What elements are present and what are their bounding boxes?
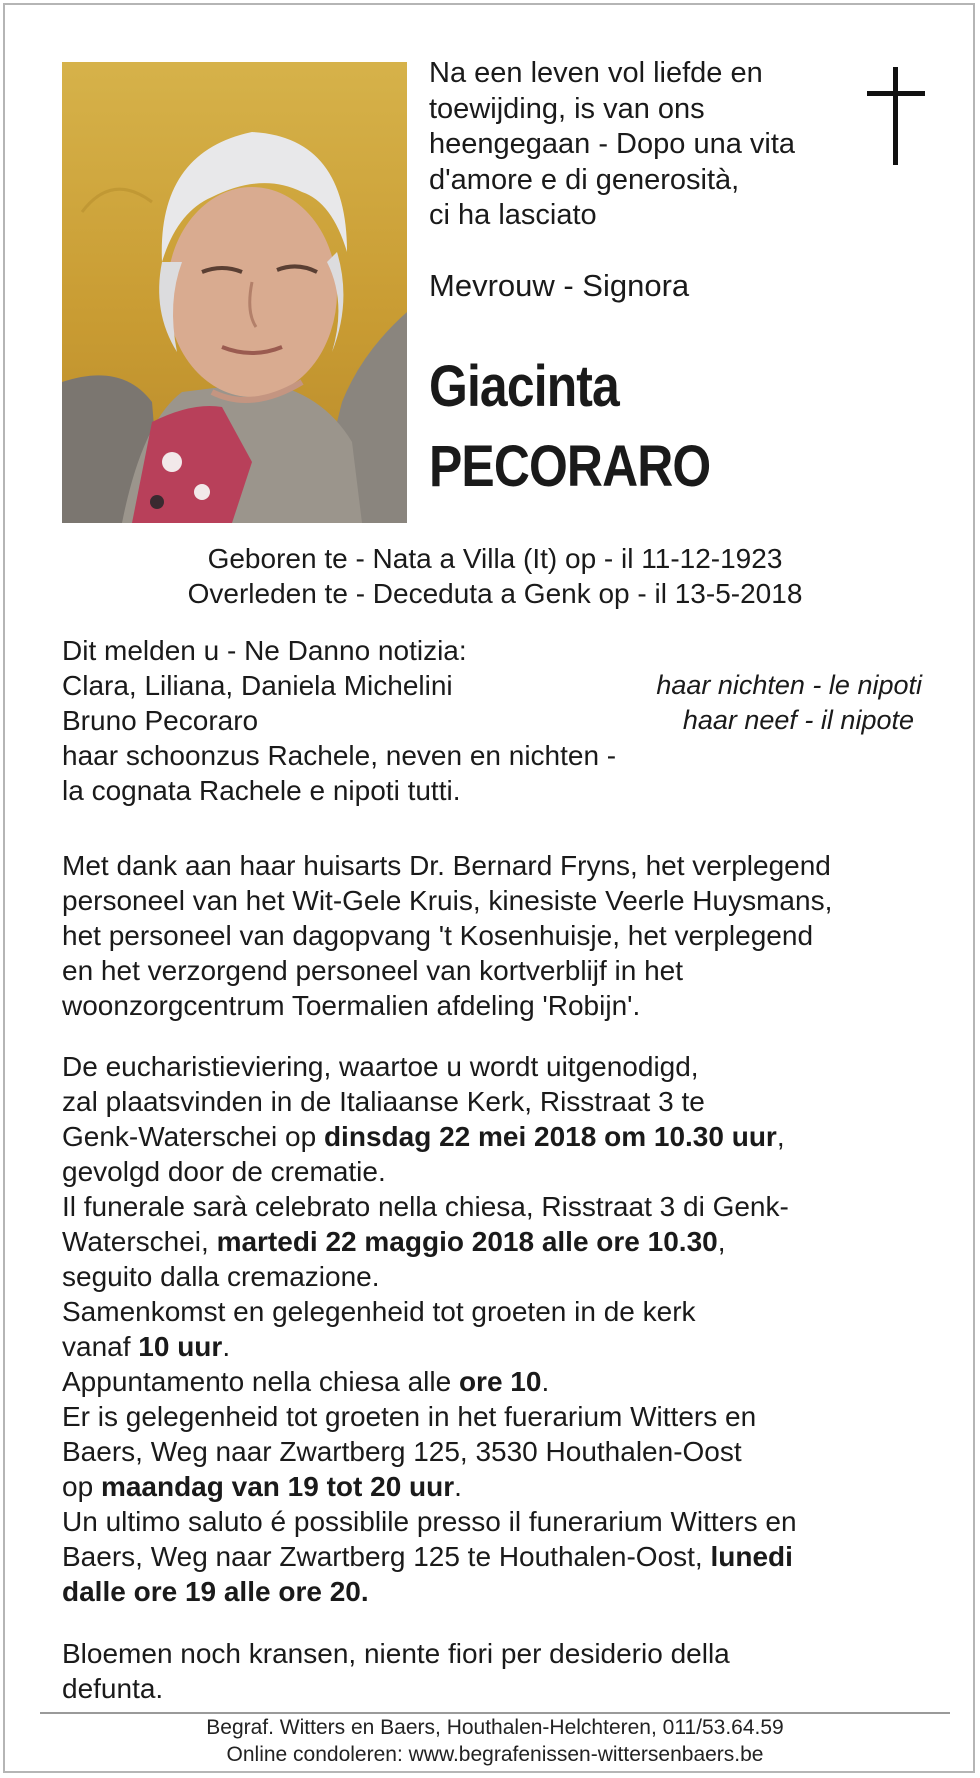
footer (5, 1714, 980, 1768)
service-line: seguito dalla cremazione. (62, 1261, 380, 1292)
service-line: Genk-Waterschei op dinsdag 22 mei 2018 om 10.30 uur, (62, 1121, 785, 1152)
service-line: Baers, Weg naar Zwartberg 125 te Houthalen-Oost, lunedi (62, 1541, 793, 1572)
service-paragraph (62, 1049, 942, 1609)
service-line: Un ultimo saluto é possiblile presso il funerarium Witters en (62, 1506, 797, 1537)
closing-line: Bloemen noch kransen, niente fiori per desiderio della (62, 1638, 730, 1669)
meeting-time-it: ore 10 (458, 1366, 542, 1397)
portrait-illustration (62, 62, 407, 523)
thanks-line: personeel van het Wit-Gele Kruis, kinesiste Veerle Huysmans, (62, 885, 833, 916)
service-line: De eucharistieviering, waartoe u wordt uitgenodigd, (62, 1051, 699, 1082)
closing-line: defunta. (62, 1673, 164, 1704)
relative-names: Clara, Liliana, Daniela Michelini (62, 670, 453, 701)
relative-names: Bruno Pecoraro (62, 705, 259, 736)
condolence-link[interactable]: Online condoleren: www.begrafenissen-wittersenbaers.be (226, 1743, 764, 1766)
intro-text: Na een leven vol liefde en toewijding, is van ons heengegaan - Dopo una vita d'amore e di generosità, ci ha lasciato (429, 57, 796, 231)
service-line: Appuntamento nella chiesa alle ore 10. (62, 1366, 550, 1397)
service-line: Il funerale sarà celebrato nella chiesa, Risstraat 3 di Genk- (62, 1191, 789, 1222)
relative-role: haar neef - il nipote (682, 705, 914, 735)
service-line: zal plaatsvinden in de Italiaanse Kerk, Risstraat 3 te (62, 1086, 705, 1117)
closing-paragraph (62, 1636, 942, 1706)
funeral-home-line: Begraf. Witters en Baers, Houthalen-Helchteren, 011/53.64.59 (206, 1716, 784, 1739)
portrait-photo (62, 62, 407, 523)
announcement (62, 633, 922, 808)
announce-line: haar schoonzus Rachele, neven en nichten - (62, 740, 617, 771)
service-line: Samenkomst en gelegenheid tot groeten in de kerk (62, 1296, 696, 1327)
thanks-line: Met dank aan haar huisarts Dr. Bernard Fryns, het verplegend (62, 850, 831, 881)
service-date-nl: dinsdag 22 mei 2018 om 10.30 uur (323, 1121, 777, 1152)
visitation-day-it: lunedi (710, 1541, 793, 1572)
service-line: Er is gelegenheid tot groeten in het fuerarium Witters en (62, 1401, 757, 1432)
visitation-time-it: dalle ore 19 alle ore 20. (62, 1576, 369, 1607)
announce-intro: Dit melden u - Ne Danno notizia: (62, 635, 467, 666)
relative-role: haar nichten - le nipoti (656, 670, 922, 700)
death-line: Overleden te - Deceduta a Genk op - il 13-5-2018 (187, 578, 803, 609)
service-line: op maandag van 19 tot 20 uur. (62, 1471, 462, 1502)
service-line: Baers, Weg naar Zwartberg 125, 3530 Houthalen-Oost (62, 1436, 742, 1467)
service-date-it: martedi 22 maggio 2018 alle ore 10.30 (216, 1226, 718, 1257)
thanks-line: en het verzorgend personeel van kortverblijf in het (62, 955, 684, 986)
service-line (62, 1574, 942, 1609)
thanks-paragraph (62, 848, 942, 1023)
birth-death-dates (5, 541, 980, 611)
birth-line: Geboren te - Nata a Villa (It) op - il 11-12-1923 (207, 543, 783, 574)
cross-icon (867, 67, 925, 165)
relative-row (62, 668, 922, 703)
service-line: gevolgd door de crematie. (62, 1156, 386, 1187)
meeting-time-nl: 10 uur (138, 1331, 223, 1362)
thanks-line: woonzorgcentrum Toermalien afdeling 'Robijn'. (62, 990, 641, 1021)
honorific: Mevrouw - Signora (429, 268, 690, 303)
deceased-name: Giacinta PECORARO (429, 354, 711, 499)
service-line: Waterschei, martedi 22 maggio 2018 alle ore 10.30, (62, 1226, 726, 1257)
thanks-line: het personeel van dagopvang 't Kosenhuisje, het verplegend (62, 920, 814, 951)
announce-line: la cognata Rachele e nipoti tutti. (62, 775, 461, 806)
relative-row (62, 703, 922, 738)
service-line: vanaf 10 uur. (62, 1331, 231, 1362)
visitation-time-nl: maandag van 19 tot 20 uur (100, 1471, 455, 1502)
obituary-card (3, 3, 975, 1773)
